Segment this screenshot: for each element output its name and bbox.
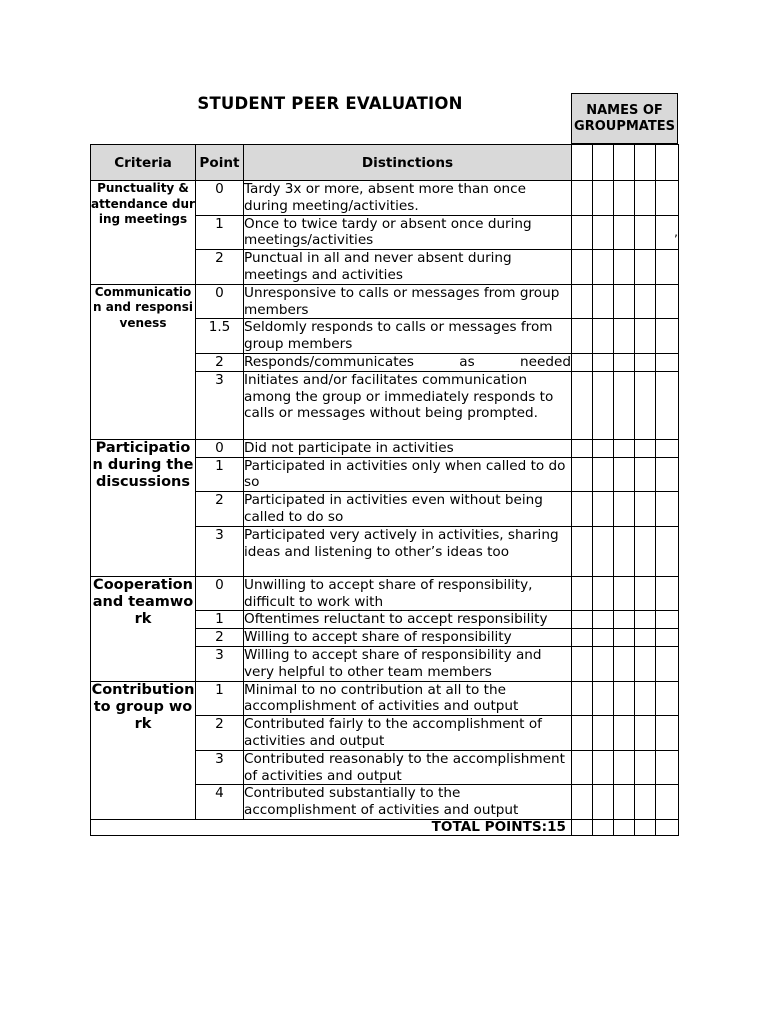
score-cell[interactable] [656, 629, 679, 647]
score-cell[interactable] [614, 646, 635, 681]
score-cell[interactable] [614, 716, 635, 751]
point-value: 2 [196, 716, 244, 751]
score-cell[interactable] [572, 284, 593, 319]
score-cell[interactable] [635, 526, 656, 576]
score-cell[interactable] [614, 215, 635, 250]
score-cell[interactable] [572, 716, 593, 751]
distinction-text: Responds/communicates as needed [244, 353, 571, 370]
score-cell[interactable] [614, 785, 635, 820]
score-cell[interactable] [635, 181, 656, 216]
score-cell[interactable] [656, 353, 679, 371]
groupmate-name-cell[interactable] [593, 145, 614, 181]
score-cell[interactable] [572, 611, 593, 629]
distinction-text: Participated in activities even without being called to do so [244, 492, 572, 527]
score-cell[interactable] [593, 526, 614, 576]
score-cell[interactable] [593, 439, 614, 457]
score-cell[interactable] [614, 681, 635, 716]
page-title: STUDENT PEER EVALUATION [197, 94, 463, 113]
distinction-text: Once to twice tardy or absent once during meetings/activities [244, 215, 572, 250]
point-value: 0 [196, 576, 244, 611]
total-row [91, 819, 679, 835]
score-cell[interactable] [593, 681, 614, 716]
score-cell[interactable] [593, 457, 614, 492]
score-cell[interactable] [614, 250, 635, 285]
distinction-text: Unresponsive to calls or messages from group members [244, 284, 572, 319]
score-cell[interactable] [635, 716, 656, 751]
distinction-text: Willing to accept share of responsibility [244, 629, 572, 647]
point-value: 1 [196, 611, 244, 629]
score-cell[interactable] [635, 371, 656, 439]
point-value: 3 [196, 371, 244, 439]
score-cell[interactable] [614, 457, 635, 492]
table-row [91, 181, 679, 216]
score-cell[interactable] [635, 629, 656, 647]
point-value: 3 [196, 750, 244, 785]
point-value: 0 [196, 181, 244, 216]
score-cell[interactable] [614, 353, 635, 371]
score-cell[interactable] [635, 681, 656, 716]
score-cell[interactable] [614, 526, 635, 576]
score-cell[interactable] [572, 439, 593, 457]
score-cell[interactable] [572, 181, 593, 216]
point-column-header: Point [196, 145, 244, 181]
score-cell[interactable] [635, 785, 656, 820]
criteria-column-header: Criteria [91, 145, 196, 181]
score-cell[interactable] [572, 319, 593, 354]
score-cell[interactable] [572, 646, 593, 681]
criteria-label: Participation during the discussions [91, 439, 196, 576]
score-cell[interactable] [572, 629, 593, 647]
score-cell[interactable] [572, 681, 593, 716]
distinction-text: Minimal to no contribution at all to the accomplishment of activities and output [244, 681, 572, 716]
score-cell[interactable] [656, 250, 679, 285]
distinction-text: Contributed reasonably to the accomplishment of activities and output [244, 750, 572, 785]
score-cell[interactable] [593, 181, 614, 216]
names-of-groupmates-header [571, 93, 678, 144]
score-cell[interactable] [572, 457, 593, 492]
table-row [91, 439, 679, 457]
score-cell[interactable] [572, 215, 593, 250]
peer-evaluation-table [90, 144, 679, 836]
distinction-text: Punctual in all and never absent during meetings and activities [244, 250, 572, 285]
point-value: 2 [196, 492, 244, 527]
distinction-text: Participated in activities only when called to do so [244, 457, 572, 492]
groupmate-name-cell[interactable] [656, 145, 679, 181]
score-cell[interactable] [635, 215, 656, 250]
score-cell[interactable] [593, 785, 614, 820]
point-value: 0 [196, 284, 244, 319]
score-cell[interactable] [572, 785, 593, 820]
score-cell[interactable] [614, 371, 635, 439]
score-cell[interactable] [593, 576, 614, 611]
score-cell[interactable] [614, 576, 635, 611]
point-value: 3 [196, 526, 244, 576]
point-value: 2 [196, 353, 244, 371]
point-value: 1 [196, 681, 244, 716]
score-cell[interactable] [656, 492, 679, 527]
names-of-groupmates-label: NAMES OF GROUPMATES [574, 102, 675, 134]
total-score-cell[interactable] [593, 819, 614, 835]
point-value: 1 [196, 457, 244, 492]
score-cell[interactable] [656, 681, 679, 716]
score-cell[interactable] [593, 319, 614, 354]
score-cell[interactable] [614, 611, 635, 629]
score-cell[interactable] [656, 611, 679, 629]
score-cell[interactable] [635, 576, 656, 611]
score-cell[interactable] [635, 319, 656, 354]
criteria-label: Cooperation and teamwork [91, 576, 196, 681]
score-cell[interactable] [614, 439, 635, 457]
distinction-text: Tardy 3x or more, absent more than once during meeting/activities. [244, 181, 572, 216]
score-cell[interactable] [593, 284, 614, 319]
score-cell[interactable] [656, 576, 679, 611]
score-cell[interactable] [614, 319, 635, 354]
groupmate-name-cell[interactable] [572, 145, 593, 181]
groupmate-name-cell[interactable] [614, 145, 635, 181]
distinction-text: Willing to accept share of responsibility and very helpful to other team members [244, 646, 572, 681]
score-cell[interactable] [593, 250, 614, 285]
score-cell[interactable] [635, 353, 656, 371]
score-cell[interactable] [572, 250, 593, 285]
distinction-text: Did not participate in activities [244, 439, 572, 457]
score-cell[interactable] [656, 457, 679, 492]
score-cell[interactable] [572, 492, 593, 527]
table-row [91, 681, 679, 716]
distinction-text: Oftentimes reluctant to accept responsibility [244, 611, 572, 629]
score-cell[interactable] [656, 181, 679, 216]
distinction-text: Initiates and/or facilitates communication among the group or immediately responds to calls or messages without being prompted. [244, 371, 572, 439]
criteria-label: Communication and responsiveness [91, 284, 196, 439]
point-value: 2 [196, 629, 244, 647]
total-score-cell[interactable] [656, 819, 679, 835]
point-value: 2 [196, 250, 244, 285]
score-cell[interactable] [572, 371, 593, 439]
score-cell[interactable] [656, 716, 679, 751]
point-value: 1.5 [196, 319, 244, 354]
score-cell[interactable] [572, 576, 593, 611]
distinctions-column-header: Distinctions [244, 145, 572, 181]
point-value: 4 [196, 785, 244, 820]
score-cell[interactable] [614, 629, 635, 647]
score-cell[interactable] [593, 646, 614, 681]
score-cell[interactable] [635, 250, 656, 285]
score-cell[interactable] [614, 750, 635, 785]
score-cell[interactable] [614, 181, 635, 216]
score-cell[interactable] [656, 284, 679, 319]
score-cell[interactable] [593, 215, 614, 250]
groupmate-name-cell[interactable] [635, 145, 656, 181]
score-cell[interactable] [635, 457, 656, 492]
score-cell[interactable] [635, 646, 656, 681]
score-cell[interactable] [593, 629, 614, 647]
score-cell[interactable] [656, 319, 679, 354]
point-value: 1 [196, 215, 244, 250]
table-header-row [91, 145, 679, 181]
distinction-text: Contributed fairly to the accomplishment of activities and output [244, 716, 572, 751]
score-cell[interactable] [572, 750, 593, 785]
table-row [91, 284, 679, 319]
score-cell[interactable]: , [656, 215, 679, 250]
distinction-text: Seldomly responds to calls or messages from group members [244, 319, 572, 354]
score-cell[interactable] [656, 646, 679, 681]
score-cell[interactable] [593, 716, 614, 751]
point-value: 0 [196, 439, 244, 457]
score-cell[interactable] [635, 439, 656, 457]
distinction-text: Contributed substantially to the accomplishment of activities and output [244, 785, 572, 820]
score-cell[interactable] [656, 439, 679, 457]
score-cell[interactable] [593, 371, 614, 439]
score-cell[interactable] [635, 492, 656, 527]
score-cell[interactable] [572, 526, 593, 576]
score-cell[interactable] [635, 611, 656, 629]
score-cell[interactable] [614, 492, 635, 527]
total-score-cell[interactable] [572, 819, 593, 835]
score-cell[interactable] [635, 750, 656, 785]
point-value: 3 [196, 646, 244, 681]
total-points-label: TOTAL POINTS:15 [91, 819, 572, 835]
score-cell[interactable] [635, 284, 656, 319]
score-cell[interactable] [572, 353, 593, 371]
score-cell[interactable] [593, 750, 614, 785]
score-cell[interactable] [614, 284, 635, 319]
score-cell[interactable] [656, 371, 679, 439]
score-cell[interactable] [656, 526, 679, 576]
score-cell[interactable] [593, 492, 614, 527]
score-cell[interactable] [593, 611, 614, 629]
total-score-cell[interactable] [614, 819, 635, 835]
distinction-text: Participated very actively in activities, sharing ideas and listening to other’s ideas too [244, 526, 572, 576]
total-score-cell[interactable] [635, 819, 656, 835]
score-cell[interactable] [656, 750, 679, 785]
table-row [91, 576, 679, 611]
distinction-text: Unwilling to accept share of responsibility, difficult to work with [244, 576, 572, 611]
score-cell[interactable] [593, 353, 614, 371]
criteria-label: Punctuality & attendance during meetings [91, 181, 196, 285]
criteria-label: Contribution to group work [91, 681, 196, 819]
score-cell[interactable] [656, 785, 679, 820]
